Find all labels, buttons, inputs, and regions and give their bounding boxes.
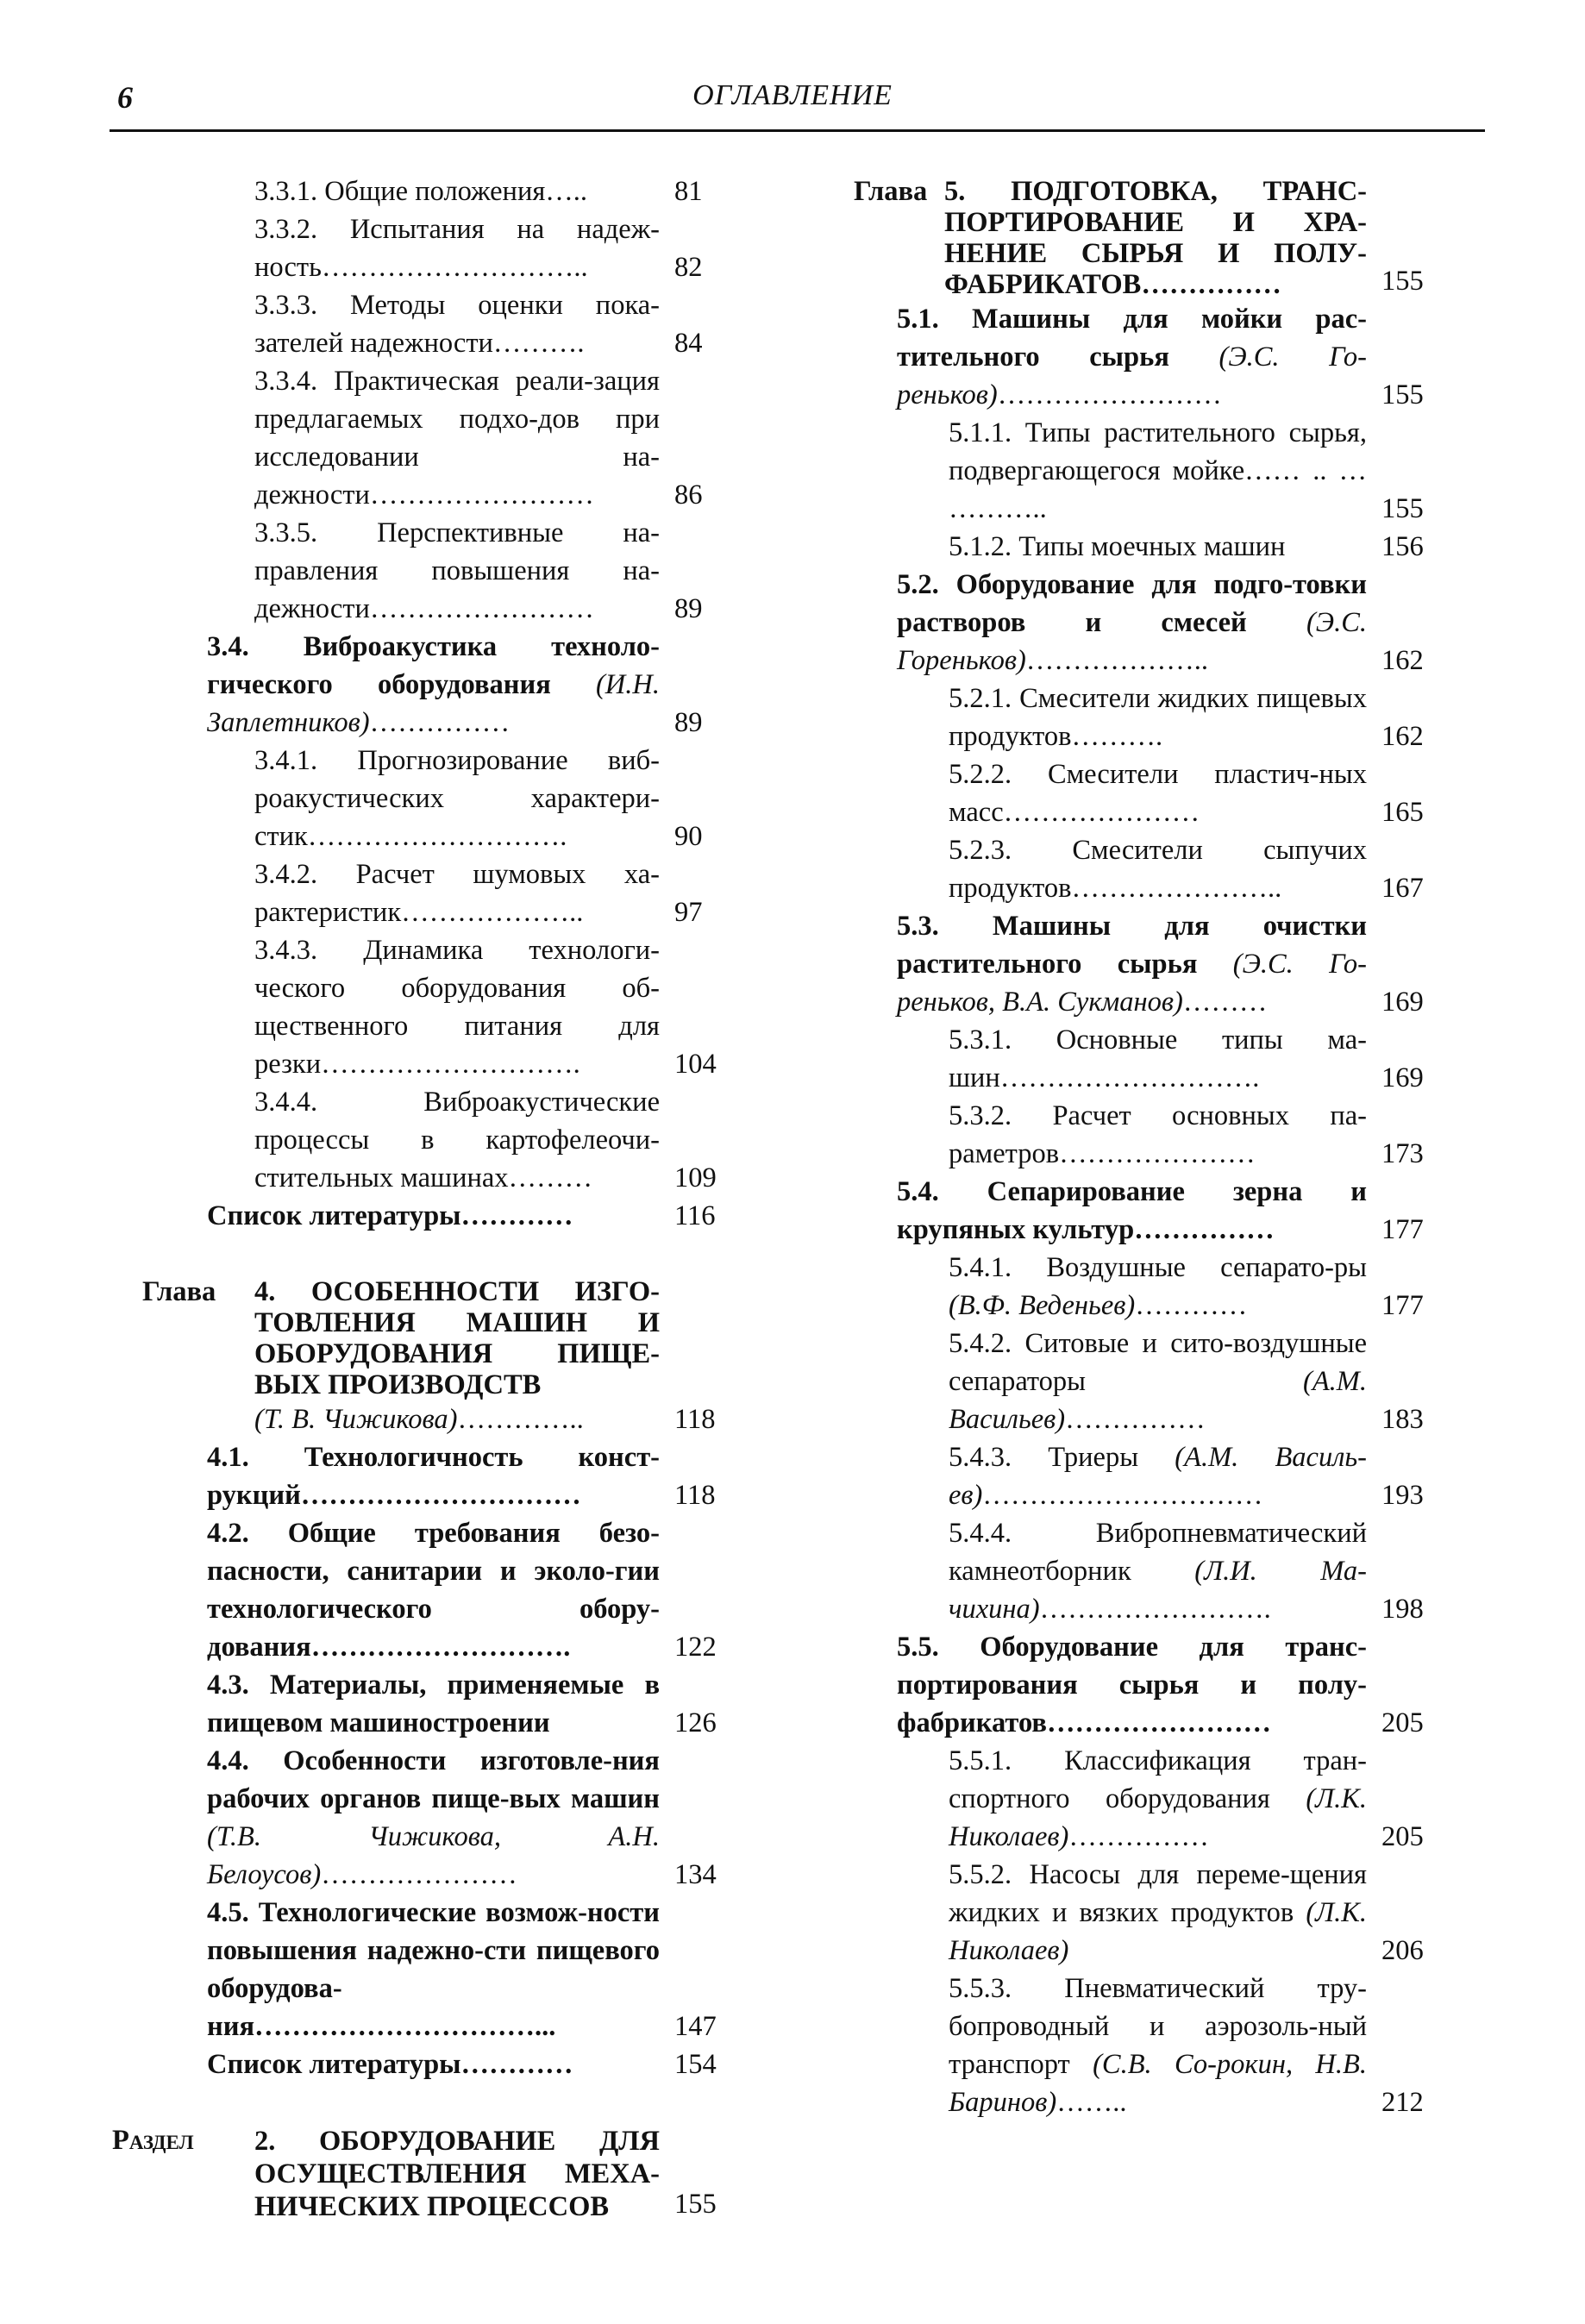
toc-entry[interactable] [254,1083,733,1197]
toc-references-entry[interactable] [207,1197,733,1235]
page-ref: 89 [674,707,703,738]
entry-text [949,1856,1367,1970]
entry-title: 5.5.3. Пневматический тру-бопроводный и аэрозоль-ный транспорт [949,1973,1367,2080]
toc-entry[interactable] [949,414,1440,528]
page-ref: 173 [1381,1138,1424,1169]
page-ref: 205 [1381,1821,1424,1852]
entry-title: 5.4.3. Триеры [949,1442,1139,1473]
entry-author: (Э.С. Гореньков) [897,607,1367,676]
running-head: ОГЛАВЛЕНИЕ [692,79,893,111]
page-ref: 86 [674,479,703,511]
entry-text: 4.5. Технологические возмож-ности повышения надежно-сти пищевого оборудова-ния…………………………... [207,1897,660,2042]
toc-entry[interactable] [254,514,733,628]
page-ref: 89 [674,593,703,624]
page-ref: 183 [1381,1404,1424,1435]
entry-title: 5.5.1. Классификация тран-спортного оборудования [949,1745,1367,1814]
entry-text: 4.3. Материалы, применяемые в пищевом машиностроении [207,1669,660,1738]
entry-dots: ………………… [321,1859,517,1890]
toc-part-entry[interactable] [112,2121,733,2223]
entry-dots: ……… [1182,987,1268,1018]
toc-right-column [854,172,1440,2121]
page-ref: 162 [1381,645,1424,676]
page-ref: 155 [674,2189,717,2220]
page-ref: 193 [1381,1480,1424,1511]
entry-text: Список литературы………… [207,2049,573,2080]
entry-text [949,1438,1367,1514]
page-ref: 118 [674,1404,716,1435]
page-ref: 90 [674,821,703,852]
page-ref: 134 [674,1859,717,1890]
page-ref: 97 [674,897,703,928]
page-ref: 104 [674,1049,717,1080]
entry-text: 5.1.2. Типы моечных машин [949,531,1286,562]
header-rule [110,129,1485,132]
toc-chapter-entry[interactable] [854,172,1440,300]
page-ref: 81 [674,176,703,207]
entry-title: 5.2. Оборудование для подго-товки растворов и смесей [897,569,1367,638]
entry-author: (Т.В. Чижикова, А.Н. Белоусов) [207,1821,660,1890]
toc-entry[interactable] [949,1097,1440,1173]
entry-text: 3.3.1. Общие положения….. [254,176,588,207]
toc-entry[interactable] [949,1970,1440,2121]
toc-entry[interactable] [254,172,733,210]
entry-dots: …….. [1056,2087,1127,2118]
toc-entry[interactable] [254,362,733,514]
page-ref: 177 [1381,1214,1424,1245]
page-ref: 169 [1381,987,1424,1018]
page-ref: 155 [1381,379,1424,410]
entry-author: (Э.С. Го-реньков, В.А. Сукманов) [897,949,1367,1018]
entry-author: (Л.К. Николаев) [949,1897,1367,1966]
page-ref: 109 [674,1162,717,1193]
entry-author: (Т. В. Чижикова) [254,1404,458,1435]
toc-entry[interactable] [949,831,1440,907]
entry-author: (Э.С. Го-реньков) [897,341,1367,410]
toc-entry[interactable] [949,1021,1440,1097]
entry-text: 3.4.3. Динамика технологи-ческого оборудования об-щественного питания для резки………………………. [254,935,660,1080]
chapter-title: 4. ОСОБЕННОСТИ ИЗГО-ТОВЛЕНИЯ МАШИН И ОБОРУДОВАНИЯ ПИЩЕ-ВЫХ ПРОИЗВОДСТВ [254,1276,660,1400]
entry-title: 4.4. Особенности изготовле-ния рабочих органов пище-вых машин [207,1745,660,1814]
page-ref: 155 [1381,266,1424,297]
entry-author: (Л.И. Ма-чихина) [949,1556,1367,1625]
entry-title: 5.4.1. Воздушные сепарато-ры [949,1252,1367,1283]
toc-entry[interactable] [949,528,1440,566]
page-ref: 116 [674,1200,716,1231]
entry-text [207,1742,660,1894]
part-label: Раздел [112,2125,194,2156]
toc-entry[interactable] [949,1514,1440,1628]
entry-text: 3.4.2. Расчет шумовых ха-рактеристик……………….. [254,859,660,928]
entry-author: (В.Ф. Веденьев) [949,1290,1136,1321]
entry-text: 3.4.4. Виброакустические процессы в картофелеочи-стительных машинах……… [254,1087,660,1193]
entry-dots: …………… [1068,1821,1209,1852]
page-ref: 155 [1381,493,1424,524]
toc-entry[interactable] [949,680,1440,755]
toc-section-entry[interactable] [207,1438,733,1514]
page-ref: 147 [674,2011,717,2042]
entry-author: (С.В. Со-рокин, Н.В. Баринов) [949,2049,1367,2118]
toc-section-entry[interactable] [897,566,1440,680]
entry-text: 5.4. Сепарирование зерна и крупяных культур…………… [897,1176,1367,1245]
page-ref: 212 [1381,2087,1424,2118]
page-number: 6 [117,80,133,115]
page-ref: 167 [1381,873,1424,904]
entry-dots: ………… [1135,1290,1248,1321]
toc-section-entry[interactable] [207,1894,733,2045]
page-ref: 82 [674,252,703,283]
entry-dots: …………………… [997,379,1222,410]
toc-section-entry[interactable] [207,1514,733,1666]
entry-author: (А.М. Васильев) [949,1366,1367,1435]
entry-text [207,628,660,742]
chapter-label: Глава [854,176,928,207]
toc-chapter-entry[interactable] [142,1273,733,1438]
toc-section-entry[interactable] [207,1666,733,1742]
toc-section-entry[interactable] [897,1173,1440,1249]
toc-section-entry[interactable] [897,300,1440,414]
chapter-label: Глава [142,1276,216,1307]
toc-entry[interactable] [949,1325,1440,1438]
entry-title: 5.4.4. Вибропневматический камнеотборник [949,1518,1367,1587]
entry-text: 3.3.2. Испытания на надеж-ность……………………….. [254,214,660,283]
part-title: 2. ОБОРУДОВАНИЕ ДЛЯ ОСУЩЕСТВЛЕНИЯ МЕХА-НИЧЕСКИХ ПРОЦЕССОВ [254,2126,660,2222]
entry-title: 5.1. Машины для мойки рас-тительного сырья [897,304,1367,373]
entry-title: 3.4. Виброакустика техноло-гического оборудования [207,631,660,700]
entry-dots: …………… [1065,1404,1206,1435]
toc-section-entry[interactable] [897,907,1440,1021]
entry-dots: ………………………… [982,1480,1263,1511]
entry-text [897,907,1367,1021]
entry-author: (И.Н. Заплетников) [207,669,660,738]
toc-entry[interactable] [254,742,733,855]
page-ref: 126 [674,1707,717,1738]
entry-text [949,1325,1367,1438]
entry-text: 5.3.1. Основные типы ма-шин………………………. [949,1024,1367,1093]
entry-dots: ……………….. [1025,645,1209,676]
toc-references-entry[interactable] [207,2045,733,2083]
toc-entry[interactable] [949,1742,1440,1856]
entry-dots: …………… [369,707,511,738]
entry-text [949,1514,1367,1628]
entry-dots: ……………………. [1039,1594,1271,1625]
entry-text: 5.5. Оборудование для транс-портирования сырья и полу-фабрикатов…………………… [897,1632,1367,1738]
entry-author: (А.М. Василь-ев) [949,1442,1368,1511]
toc-entry[interactable] [949,1856,1440,1970]
page-ref: 198 [1381,1594,1424,1625]
page-ref: 165 [1381,797,1424,828]
entry-text: 5.1.1. Типы растительного сырья, подвергающегося мойке…… .. … ……….. [949,417,1367,524]
entry-author: (Л.К. Николаев) [949,1783,1367,1852]
entry-text: 4.1. Технологичность конст-рукций………………………… [207,1442,660,1511]
toc-entry[interactable] [254,210,733,286]
entry-text [949,1742,1367,1856]
page-ref: 205 [1381,1707,1424,1738]
entry-text: 3.3.5. Перспективные на-правления повышения на-дежности…………………… [254,517,660,624]
toc-entry[interactable] [254,931,733,1083]
page-ref: 154 [674,2049,717,2080]
page-ref: 162 [1381,721,1424,752]
toc-entry[interactable] [254,286,733,362]
entry-text: 5.2.2. Смесители пластич-ных масс………………… [949,759,1367,828]
page-ref: 122 [674,1632,717,1663]
entry-text [897,566,1367,680]
entry-text: 5.3.2. Расчет основных па-раметров………………… [949,1100,1367,1169]
page-ref: 118 [674,1480,716,1511]
entry-title: 5.5.2. Насосы для переме-щения жидких и вязких продуктов [949,1859,1367,1928]
page-ref: 177 [1381,1290,1424,1321]
page-ref: 84 [674,328,703,359]
entry-text: 3.3.4. Практическая реали-зация предлагаемых подхо-дов при исследовании на-дежности…………………… [254,366,660,511]
toc-entry[interactable] [949,755,1440,831]
entry-text [897,300,1367,414]
page-ref: 156 [1381,531,1424,562]
entry-text: Список литературы………… [207,1200,573,1231]
toc-entry[interactable] [949,1249,1440,1325]
entry-text [949,1970,1367,2121]
toc-entry[interactable] [254,855,733,931]
entry-title: 5.4.2. Ситовые и сито-воздушные сепараторы [949,1328,1367,1397]
entry-text [949,1249,1367,1325]
toc-section-entry[interactable] [207,1742,733,1894]
entry-dots: ………….. [457,1404,584,1435]
entry-text [254,1400,660,1438]
entry-text: 3.3.3. Методы оценки пока-зателей надежности………. [254,290,660,359]
toc-left-column [112,172,733,2223]
entry-text: 5.2.3. Смесители сыпучих продуктов………………….. [949,835,1367,904]
toc-section-entry[interactable] [897,1628,1440,1742]
entry-text: 4.2. Общие требования безо-пасности, санитарии и эколо-гии технологического обору-дования………………………. [207,1518,660,1663]
toc-entry[interactable] [949,1438,1440,1514]
chapter-title: 5. ПОДГОТОВКА, ТРАНС-ПОРТИРОВАНИЕ И ХРА-НЕНИЕ СЫРЬЯ И ПОЛУ-ФАБРИКАТОВ…………… [944,176,1367,300]
entry-text: 3.4.1. Прогнозирование виб-роакустических характери-стик………………………. [254,745,660,852]
entry-text: 5.2.1. Смесители жидких пищевых продуктов………. [949,683,1367,752]
toc-section-entry[interactable] [207,628,733,742]
entry-title: 5.3. Машины для очистки растительного сырья [897,911,1367,980]
page-ref: 169 [1381,1062,1424,1093]
page-ref: 206 [1381,1935,1424,1966]
